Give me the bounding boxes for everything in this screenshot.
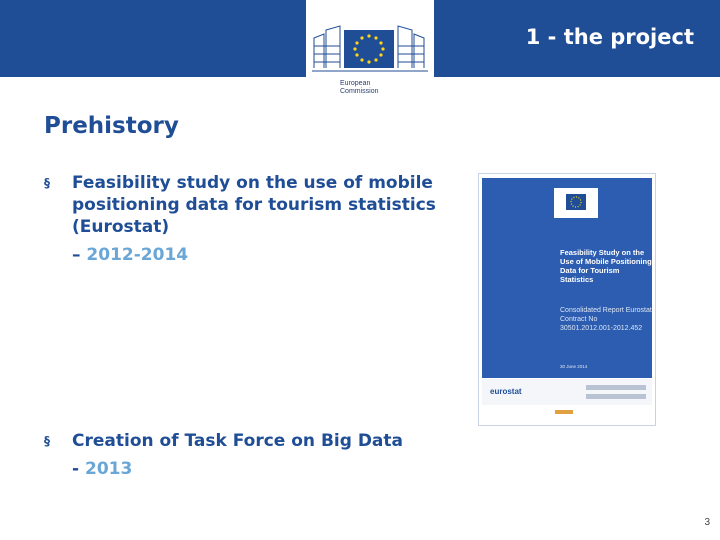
cover-flag-icon — [554, 188, 598, 218]
bullet-date: 2012-2014 — [86, 245, 189, 265]
bullet-feasibility-study — [44, 172, 474, 266]
cover-footer — [482, 379, 652, 405]
bullet-marker-icon: § — [44, 176, 50, 190]
logo-text — [340, 80, 420, 96]
logo-line-1: European — [340, 80, 371, 87]
slide-header-title: 1 - the project — [525, 25, 694, 49]
partner-logos-row-2 — [586, 394, 646, 399]
report-cover-image — [478, 173, 656, 426]
date-dash: – — [72, 245, 81, 265]
bullet-date-line — [72, 244, 474, 266]
european-commission-logo — [306, 0, 434, 103]
logo-line-2: Commission — [340, 88, 379, 95]
cover-tab-mark — [555, 410, 573, 414]
cover-date: 30 June 2014 — [560, 364, 588, 369]
section-title: Prehistory — [44, 113, 179, 139]
cover-subtitle: Consolidated Report Eurostat Contract No 30501.2012.001-2012.452 — [560, 307, 652, 332]
eurostat-logo: eurostat — [490, 387, 522, 396]
bullet-text: Feasibility study on the use of mobile positioning data for tourism statistics (Eurostat) — [72, 173, 436, 237]
bullet-text: Creation of Task Force on Big Data — [72, 431, 403, 451]
ec-building-icon — [312, 16, 428, 76]
date-dash: - — [72, 459, 80, 479]
partner-logos — [586, 385, 646, 390]
bullet-date: 2013 — [84, 459, 133, 479]
cover-ec-logo-icon — [554, 188, 598, 218]
cover-title: Feasibility Study on the Use of Mobile Positioning Data for Tourism Statistics — [560, 248, 652, 284]
cover-blue-panel — [482, 178, 652, 378]
bullet-marker-icon: § — [44, 434, 50, 448]
bullet-date-line — [72, 458, 474, 480]
bullet-task-force — [44, 430, 474, 480]
page-number: 3 — [704, 517, 710, 528]
